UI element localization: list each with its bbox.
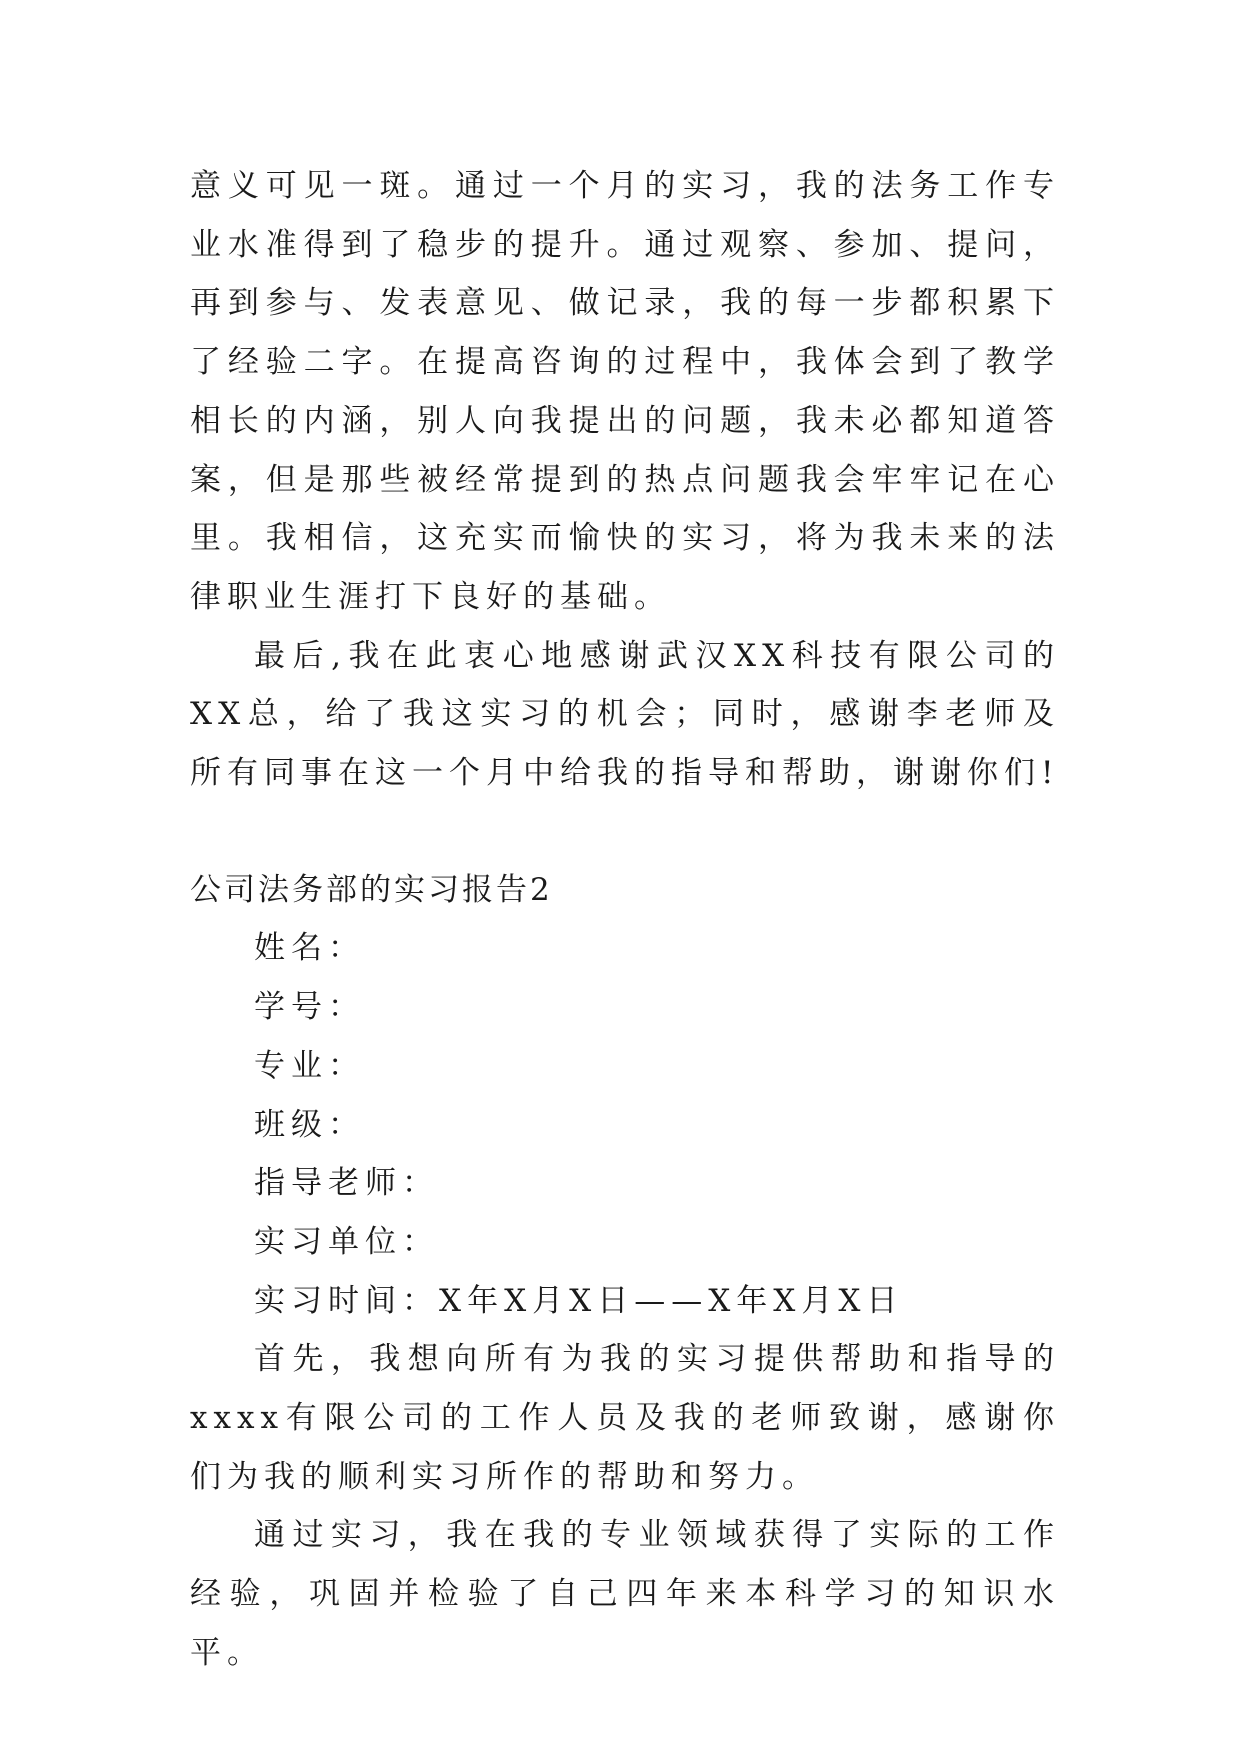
field-major: 专业： (254, 1047, 365, 1084)
paragraph-experience: 通过实习，我在我的专业领域获得了实际的工作经验，巩固并检验了自己四年来本科学习的知识水平。 (190, 1517, 1060, 1671)
paragraph-thanks: 最后,我在此衷心地感谢武汉XX科技有限公司的XX总，给了我这实习的机会；同时，感谢李老师及所有同事在这一个月中给我的指导和帮助，谢谢你们! (190, 637, 1060, 792)
field-unit: 实习单位： (254, 1223, 439, 1260)
document-body (190, 157, 1060, 1683)
report-title: 公司法务部的实习报告2 (190, 871, 553, 908)
paragraph-acknowledgement: 首先，我想向所有为我的实习提供帮助和指导的xxxx有限公司的工作人员及我的老师致谢，感谢你们为我的顺利实习所作的帮助和努力。 (190, 1341, 1060, 1495)
field-name: 姓名： (254, 930, 365, 967)
paragraph-conclusion: 意义可见一斑。通过一个月的实习，我的法务工作专业水准得到了稳步的提升。通过观察、参加、提问，再到参与、发表意见、做记录，我的每一步都积累下了经验二字。在提高咨询的过程中，我体会到了教学相长的内涵，别人向我提出的问题，我未必都知道答案，但是那些被经常提到的热点问题我会牢牢记在心里。我相信，这充实而愉快的实习，将为我未来的法律职业生涯打下良好的基础。 (190, 168, 1060, 615)
field-class: 班级： (254, 1106, 365, 1143)
field-period: 实习时间：X年X月X日——X年X月X日 (254, 1282, 904, 1319)
field-student-id: 学号： (254, 989, 365, 1026)
field-advisor: 指导老师： (254, 1165, 439, 1202)
section-gap (190, 803, 1060, 861)
